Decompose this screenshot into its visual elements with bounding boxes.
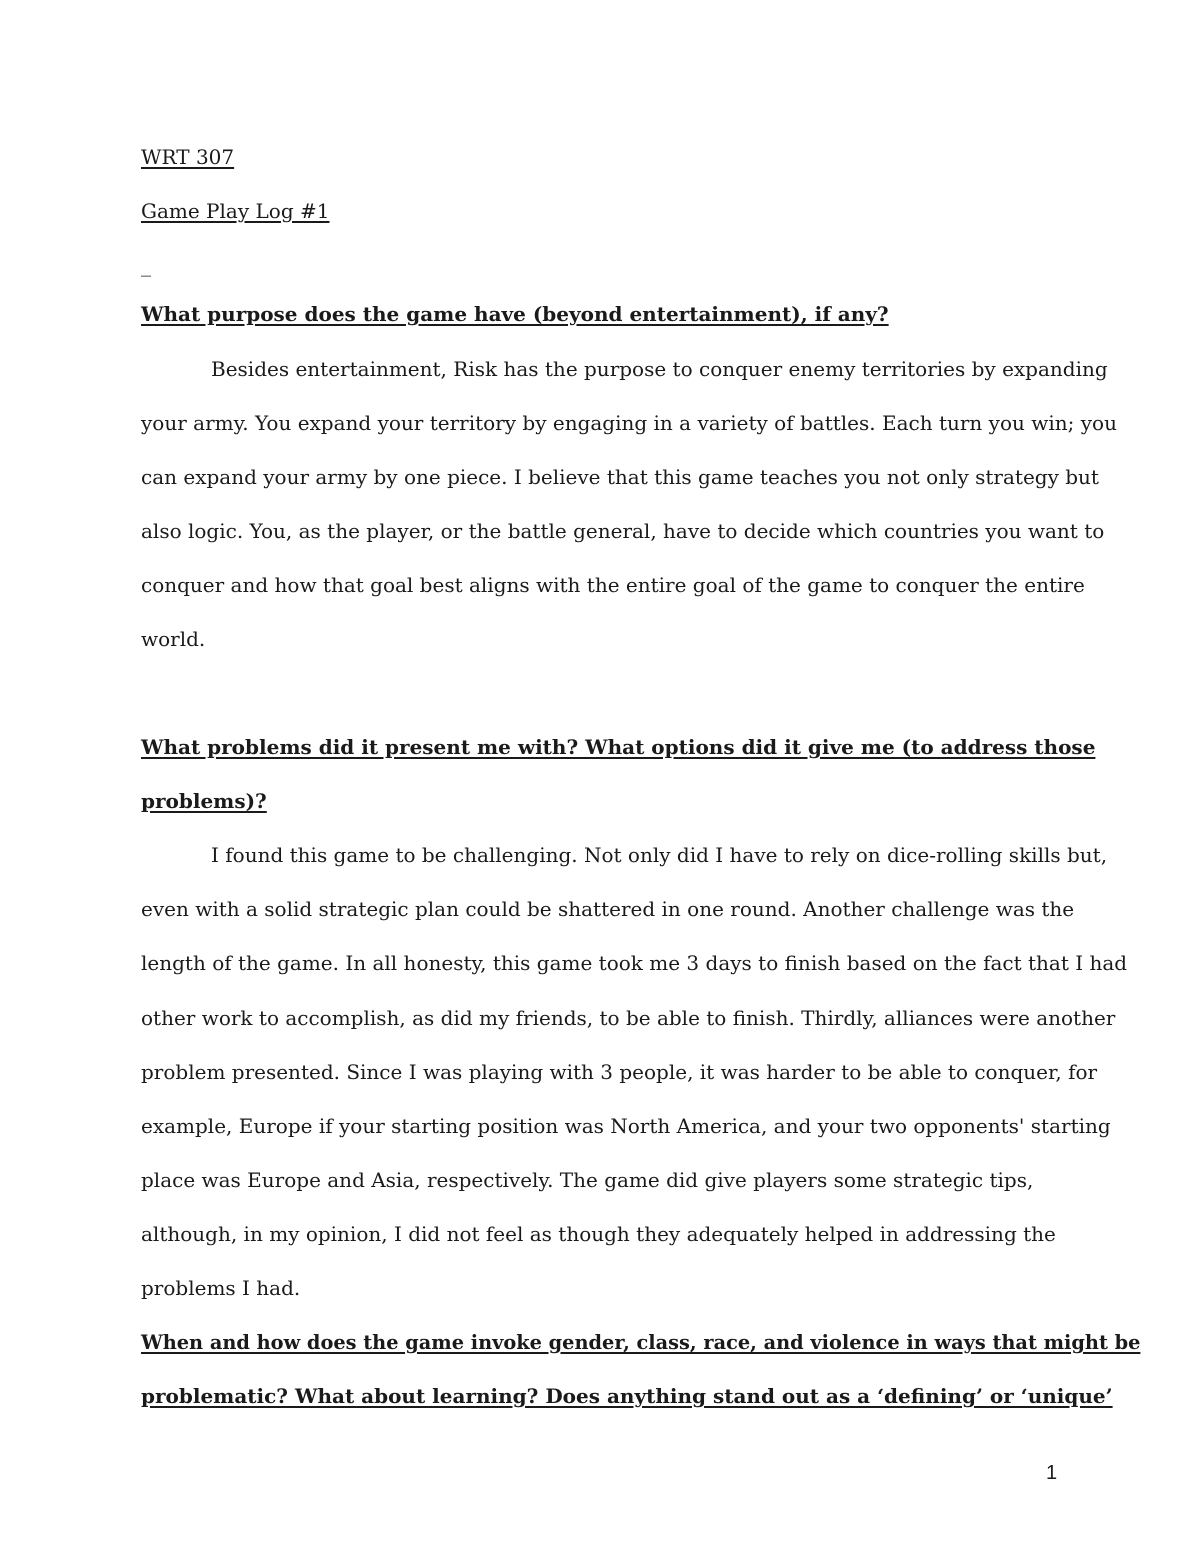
paragraph-line: length of the game. In all honesty, this game took me 3 days to finish based on the fact that I had [141, 951, 1128, 975]
paragraph-line: example, Europe if your starting position was North America, and your two opponents' starting [141, 1114, 1111, 1138]
paragraph-line: Besides entertainment, Risk has the purpose to conquer enemy territories by expanding [211, 357, 1108, 381]
question-problems-cont: problems)? [141, 789, 267, 813]
paragraph-line: world. [141, 627, 206, 651]
paragraph-line: conquer and how that goal best aligns with the entire goal of the game to conquer the entire [141, 573, 1085, 597]
paragraph-line: although, in my opinion, I did not feel as though they adequately helped in addressing the [141, 1222, 1056, 1246]
paragraph-line: your army. You expand your territory by engaging in a variety of battles. Each turn you win; you [141, 411, 1117, 435]
question-purpose: What purpose does the game have (beyond entertainment), if any? [141, 302, 889, 326]
paragraph-line: I found this game to be challenging. Not only did I have to rely on dice-rolling skills but, [211, 843, 1108, 867]
blank-line-mark: _ [141, 253, 151, 277]
paragraph-line: problem presented. Since I was playing with 3 people, it was harder to be able to conquer, for [141, 1060, 1098, 1084]
paragraph-line: also logic. You, as the player, or the battle general, have to decide which countries you want to [141, 519, 1105, 543]
paragraph-line: even with a solid strategic plan could be shattered in one round. Another challenge was the [141, 897, 1075, 921]
page-number: 1 [1046, 1462, 1058, 1484]
log-title: Game Play Log #1 [141, 199, 330, 223]
paragraph-line: other work to accomplish, as did my friends, to be able to finish. Thirdly, alliances were another [141, 1006, 1116, 1030]
question-problems: What problems did it present me with? What options did it give me (to address those [141, 735, 1096, 759]
paragraph-line: place was Europe and Asia, respectively. The game did give players some strategic tips, [141, 1168, 1034, 1192]
course-title: WRT 307 [141, 145, 235, 169]
paragraph-line: can expand your army by one piece. I believe that this game teaches you not only strategy but [141, 465, 1099, 489]
question-invoke: When and how does the game invoke gender, class, race, and violence in ways that might be [141, 1330, 1141, 1354]
paragraph-line: problems I had. [141, 1276, 301, 1300]
question-invoke-cont: problematic? What about learning? Does anything stand out as a ‘defining’ or ‘unique’ [141, 1384, 1113, 1408]
